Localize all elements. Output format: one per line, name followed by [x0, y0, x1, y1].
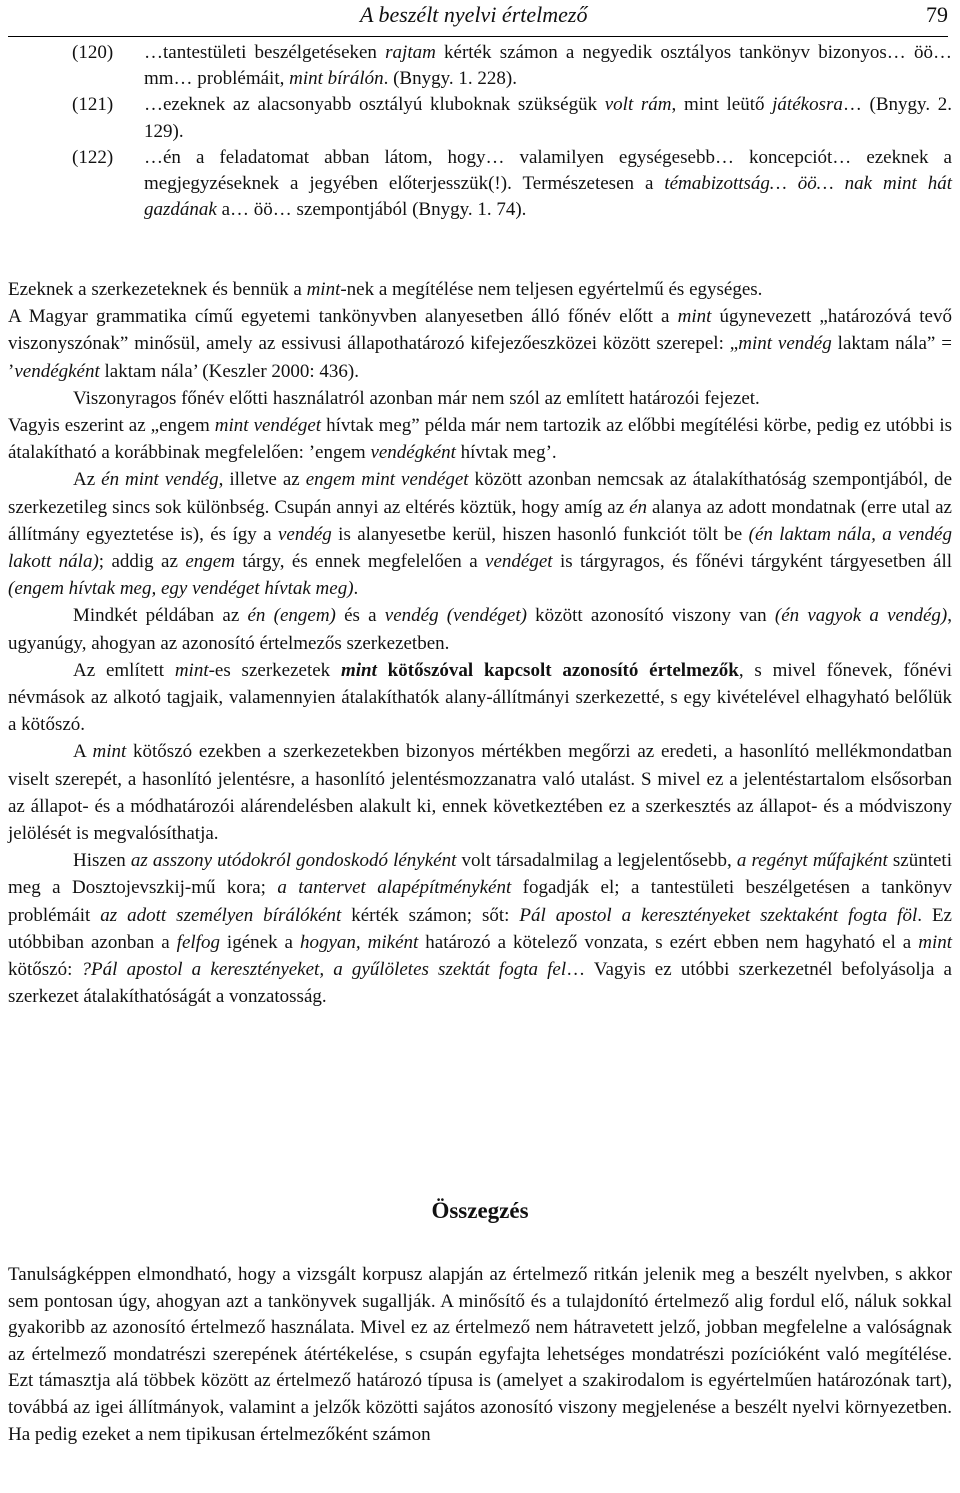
summary-text	[8, 1262, 952, 1448]
example-number: (121)	[72, 94, 114, 116]
body-text	[8, 276, 952, 1010]
paragraph: Az említett mint-es szerkezetek mint kötőszóval kapcsolt azonosító értelmezők, s mivel főnevek, főnévi névmások az alkotó tagjaik, valamennyien átalakíthatók alany-állítmányi szerkezetté, s egy kivételével elhagyható belőlük a kötőszó.	[8, 659, 952, 736]
section-title: Összegzés	[431, 1198, 529, 1223]
paragraph: Ezeknek a szerkezeteknek és bennük a mint-nek a megítélése nem teljesen egyértelmű és egységes.	[8, 279, 763, 300]
paragraph: Tanulságképpen elmondható, hogy a vizsgált korpusz alapján az értelmező ritkán jelenik meg a beszélt nyelvben, s akkor sem pontosan úgy, ahogyan azt a tankönyvek sugallják. A minősítő és a tulajdonító értelmező alig fordul elő, náluk sokkal gyakoribb az azonosító értelmező használata. Mivel ez az értelmező nem hátravetett jelző, jobban megfelelne a valóságnak az értelmező mondatrészi szerepének átértékelése, s csupán egyfajta lehetséges mondatrészi pozícióként való megítélése. Ezt támasztja alá többek között az értelmező határozó típusa is (amelyet a szakirodalom is egyértelműen határozónak tart), továbbá az igei állítmányok, valamint a jelzők közötti sajátos azonosító viszony megjelenése a beszélt nyelvi környezetben. Ha pedig ezeket a nem tipikusan értelmezőként számon	[8, 1264, 952, 1445]
paragraph: Hiszen az asszony utódokról gondoskodó lényként volt társadalmilag a legjelentősebb, a regényt műfajként szünteti meg a Dosztojevszkij-mű kora; a tantervet alapépítményként fogadják el; a tantestületi beszélgetésen a tankönyv problémáit az adott személyen bírálóként kérték számon; sőt: Pál apostol a keresztényeket szektaként fogta föl. Ez utóbbiban azonban a felfog igének a hogyan, miként határozó a kötelező vonzata, s ezért ebben nem hagyható el a mint kötőszó: ?Pál apostol a keresztényeket, a gyűlöletes szektát fogta fel… Vagyis ez utóbbi szerkezetnél befolyásolja a szerkezet átalakíthatóságát a vonzatosság.	[8, 850, 952, 1008]
running-title: A beszélt nyelvi értelmező	[360, 2, 588, 27]
example-list	[72, 40, 952, 223]
example-text: …ezeknek az alacsonyabb osztályú kluboknak szükségük volt rám, mint leütő játékosra… (Bnygy. 2. 129).	[144, 94, 952, 142]
paragraph: Az én mint vendég, illetve az engem mint vendéget között azonban nemcsak az átalakíthatóság szempontjából, de szerkezetileg sincs sok különbség. Csupán annyi az eltérés köztük, hogy amíg az én alanya az adott mondatnak (erre utal az állítmány egyeztetése is), és így a vendég is alanyesetbe kerül, hiszen hasonló funkciót tölt be (én laktam nála, a vendég lakott nála); addig az engem tárgy, és ennek megfelelően a vendéget is tárgyragos, és főnévi tárgyként tárgyesetben áll (engem hívtak meg, egy vendéget hívtak meg).	[8, 469, 953, 600]
paragraph: A mint kötőszó ezekben a szerkezetekben bizonyos mértékben megőrzi az eredeti, a hasonlító mellékmondatban viselt szerepét, a hasonlító jelentésre, a hasonlító jelentésmozzanatra való utalást. S mivel ez a jelentéstartalom elsősorban az állapot- és a módhatározói alárendelésben alakult ki, ennek következtében ez a szerkesztés az állapot- és a módviszony jelölését is megvalósíthatja.	[8, 741, 952, 845]
example-number: (122)	[72, 146, 114, 168]
example-text: …én a feladatomat abban látom, hogy… valamilyen egységesebb… koncepciót… ezeknek a megjegyzéseknek a jegyében előterjesszük(!). Természetesen a témabizottság… öö… nak mint hát gazdának a… öö… szempontjából (Bnygy. 1. 74).	[144, 146, 952, 221]
page-number: 79	[926, 2, 948, 27]
paragraph: A Magyar grammatika című egyetemi tankönyvben alanyesetben álló főnév előtt a mint úgynevezett „határozóvá tevő viszonyszónak” minősül, amely az essivusi állapothatározó kifejezőeszközei között szerepel: „mint vendég laktam nála” = ’vendégként laktam nála’ (Keszler 2000: 436).	[8, 306, 953, 382]
example-item	[72, 92, 952, 144]
example-text: …tantestületi beszélgetéseken rajtam kérték számon a negyedik osztályos tankönyv bizonyos… öö… mm… problémáit, mint bírálón. (Bnygy. 1. 228).	[144, 42, 952, 90]
example-item	[72, 40, 952, 92]
paragraph: Mindkét példában az én (engem) és a vendég (vendéget) között azonosító viszony van (én vagyok a vendég), ugyanúgy, ahogyan az azonosító értelmezős szerkezetben.	[8, 605, 952, 654]
paragraph: Viszonyragos főnév előtti használatról azonban már nem szól az említett határozói fejezet.	[73, 387, 760, 409]
paragraph: Vagyis eszerint az „engem mint vendéget hívtak meg” példa már nem tartozik az előbbi megítélési körbe, pedig ez utóbbi is átalakítható a korábbinak megfelelően: ’engem vendégként hívtak meg’.	[8, 415, 952, 464]
example-item	[72, 145, 952, 224]
page-header	[8, 0, 948, 37]
example-number: (120)	[72, 42, 114, 63]
